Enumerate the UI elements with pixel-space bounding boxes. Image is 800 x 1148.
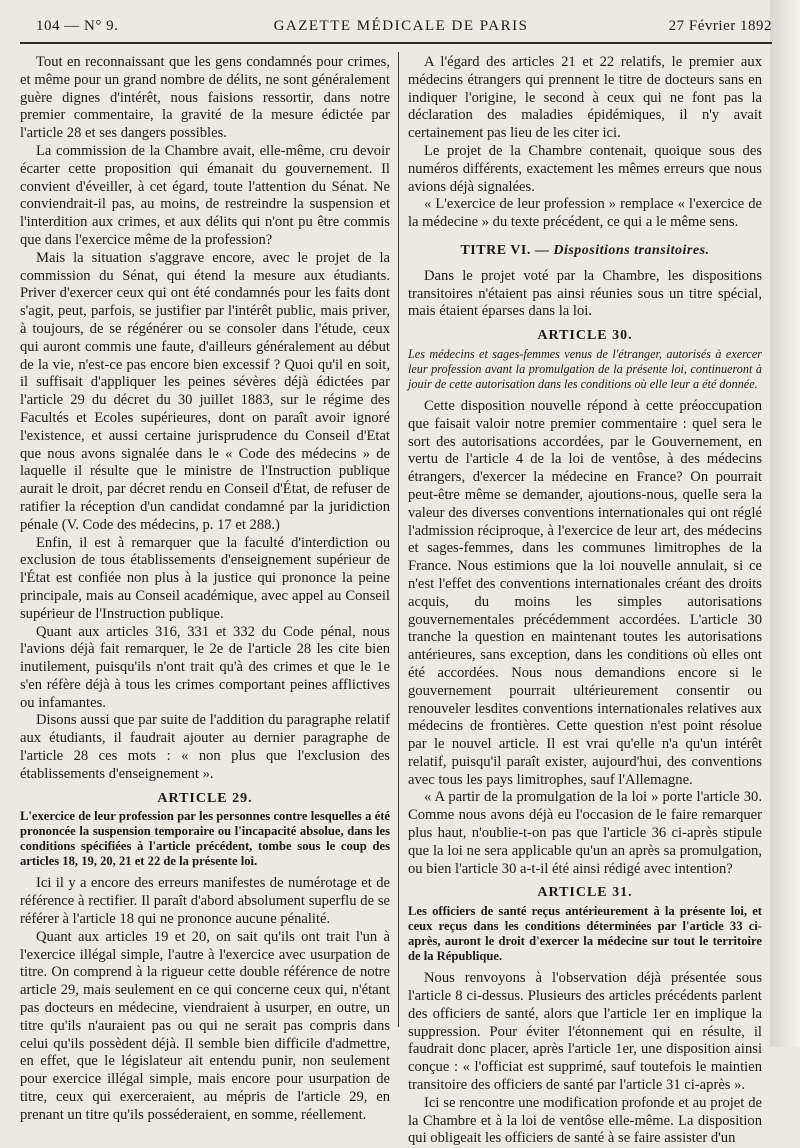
section-label: TITRE VI. —: [460, 242, 550, 258]
paragraph: Dans le projet voté par la Chambre, les dispositions transitoires n'étaient pas ainsi réunies sous un titre spécial, mais étaient éparses dans la loi.: [408, 267, 762, 320]
page-edge-shadow: [770, 0, 800, 1047]
paragraph: Disons aussi que par suite de l'addition du paragraphe relatif aux étudiants, il faudrait ajouter au dernier paragraphe de l'article 28 ces mots : « non plus que l'exclusion des établissements d'enseignement ».: [20, 712, 390, 782]
paragraph: Ici se rencontre une modification profonde et au projet de la Chambre et à la loi de ventôse elle-même. La disposition qui obligeait les officiers de santé à se faire assister d'un: [408, 1094, 762, 1147]
column-divider: [398, 52, 399, 1027]
left-column: [20, 54, 390, 1125]
paragraph: Quant aux articles 316, 331 et 332 du Code pénal, nous l'avions déjà fait remarquer, le 2e de l'article 28 les cite bien inutilement, puisqu'ils n'ont trait qu'à des crimes et que le 1e s'en réfère déjà à tous les crimes comportant peines afflictives ou infamantes.: [20, 623, 390, 711]
header-rule: [20, 42, 772, 44]
paragraph: A l'égard des articles 21 et 22 relatifs, le premier aux médecins étrangers qui prennent le titre de docteurs sans en indiquer l'origine, le second à ceux qui ne font pas la déclaration des maladies épidémiques, il n'y avait certainement pas lieu de les citer ici.: [408, 54, 762, 142]
article-30-text: Les médecins et sages-femmes venus de l'étranger, autorisés à exercer leur profession avant la promulgation de la présente loi, continueront à jouir de cette autorisation dans les conditions où elle leur a été donnée.: [408, 346, 762, 391]
paragraph: La commission de la Chambre avait, elle-même, cru devoir écarter cette proposition qui émanait du gouvernement. Il convient d'éveiller, à cet égard, toute l'attention du Sénat. Ne conviendrait-il pas, au moins, de restreindre la suspension et l'interdition aux crimes, et aux délits qui n'ont pu être commis que dans l'exercice même de la profession?: [20, 142, 390, 248]
article-29-title: ARTICLE 29.: [157, 790, 253, 806]
paragraph: Mais la situation s'aggrave encore, avec le projet de la commission du Sénat, qui étend la mesure aux étudiants. Priver d'exercer ceux qui ont été condamnés pour les faits dont s'agit, peut, parfois, se justifier par l'intérêt public, mais priver, à toujours, de se régénérer ou se consoler dans l'étude, ceux qui auront commis une faute, d'ailleurs généralement au début de la vie, n'est-ce pas encore bien excessif ? Quoi qu'il en soit, il suffisait d'appliquer les peines sévères déjà édictées par l'article 29 du décret du 30 juillet 1883, sur le régime des Facultés et Ecoles supérieures, dont on paraît avoir ignoré l'existence, et aussi certaine jurisprudence du Conseil d'Etat que nous avons signalée dans le « Code des médecins » de laquelle il résulte que le ministre de l'Instruction publique aurait le droit, par décret rendu en Conseil d'État, de refuser de ratifier la réception d'un candidat condamné par la juridiction pénale (V. Code des médecins, p. 17 et 288.): [20, 249, 390, 533]
issue-date: 27 Février 1892: [668, 18, 772, 34]
paragraph: Tout en reconnaissant que les gens condamnés pour crimes, et même pour un grand nombre de délits, ne sont généralement guère dignes d'intérêt, nous faisions ressortir, dans notre premier commentaire, la gravité de la mesure édictée par l'article 28 et ses dangers possibles.: [20, 54, 390, 142]
article-31-title: ARTICLE 31.: [537, 885, 633, 901]
section-subtitle: Dispositions transitoires.: [553, 242, 710, 258]
paragraph: Ici il y a encore des erreurs manifestes de numérotage et de référence à rectifier. Il paraît d'abord absolument superflu de se référer à l'article 18 qui ne prononce aucune pénalité.: [20, 875, 390, 928]
article-29-text: L'exercice de leur profession par les personnes contre lesquelles a été prononcée la suspension temporaire ou l'incapacité absolue, dans les conditions spécifiées à l'article précédent, tombe sous le coup des articles 18, 19, 20, 21 et 22 de la présente loi.: [20, 809, 390, 869]
paragraph: Cette disposition nouvelle répond à cette préoccupation que faisait valoir notre premier commentaire : quel sera le sort des autorisations accordées, par le Gouvernement, en vertu de l'article 4 de la loi de ventôse, à des médecins étrangers, d'exercer la médecine en France? On pourrait peut-être même se demander, ajoutions-nous, quelle sera la valeur des diverses conventions internationales qui ont réglé l'admission réciproque, à l'exercice de leur art, des médecins et sages-femmes, dans les communes limitrophes de la France. Nous estimions que la loi nouvelle annulait, si ce n'est l'effet des conventions internationales créant des droits acquis, du moins les simples autorisations gouvernementales précédemment accordées. L'article 30 tranche la question en maintenant toutes les autorisations antérieures, sans exception, dans les conditions où elles ont été accordées. Nous nous demandions encore si le gouvernement pourrait ultérieurement consentir ou renouveler lesdites conventions internationales relatives aux médecins de frontières. Cette question n'est point résolue par le nouvel article. Il est vrai qu'elle n'a qu'un intérêt relatif, puisqu'il paraît exister, aujourd'hui, des conventions avec tous les pays limitrophes, sauf l'Allemagne.: [408, 397, 762, 788]
paragraph: Nous renvoyons à l'observation déjà présentée sous l'article 8 ci-dessus. Plusieurs des articles précédents parlent des officiers de santé, alors que l'article 1er en implique la suppression. Pour éviter l'étonnement qui en résulte, il faudrait donc placer, après l'article 1er, une disposition ainsi conçue : « l'officiat est supprimé, sauf toutefois le maintien transitoire des officiers de santé par l'article 31 ci-après ».: [408, 970, 762, 1094]
paragraph: « L'exercice de leur profession » remplace « l'exercice de la médecine » du texte précédent, ce qui a le même sens.: [408, 196, 762, 231]
paragraph: « A partir de la promulgation de la loi » porte l'article 30. Comme nous avons déjà eu l'occasion de le faire remarquer plus haut, n'oublie-t-on pas que l'article 36 ci-après stipule que la loi ne sera applicable qu'un an après sa promulgation, ou bien l'article 30 a-t-il été ainsi rédigé avec intention?: [408, 789, 762, 877]
section-title: [408, 242, 762, 260]
journal-title: GAZETTE MÉDICALE DE PARIS: [273, 18, 529, 34]
paragraph: Enfin, il est à remarquer que la faculté d'interdiction ou exclusion de tous établissements d'enseignement supérieur de l'État est confiée non plus à la justice qui prononce la peine principale, mais au Conseil académique, avec appel au Conseil supérieur de l'Instruction publique.: [20, 534, 390, 622]
paragraph: Quant aux articles 19 et 20, on sait qu'ils ont trait l'un à l'exercice illégal simple, l'autre à l'exercice avec usurpation de titre. On comprend à la rigueur cette double référence de notre article 29, mais seulement en ce qui concerne ceux qui, n'étant pas docteurs en médecine, viendraient à usurper, en outre, un titre qu'ils n'auraient pas ou qui ne serait pas compris dans celui qu'ils possèdent déjà. Il semble bien difficile d'admettre, en effet, que le législateur ait entendu punir, non seulement pour exercice illégal simple, mais encore pour usurpation de titre, ceux qui exerceraient, au mépris de l'article 29, en prenant un titre qu'ils posséderaient, en somme, réellement.: [20, 928, 390, 1123]
paragraph: Le projet de la Chambre contenait, quoique sous des numéros différents, exactement les mêmes erreurs que nous avions déjà signalées.: [408, 142, 762, 195]
right-column: [408, 54, 762, 1148]
article-30-title: ARTICLE 30.: [537, 328, 633, 344]
page-number: 104 — N° 9.: [36, 18, 119, 34]
article-31-text: Les officiers de santé reçus antérieurement à la présente loi, et ceux reçus dans les conditions déterminées par l'article 33 ci-après, auront le droit d'exercer la médecine sur tout le territoire de la République.: [408, 904, 762, 964]
page-header: [30, 14, 772, 38]
